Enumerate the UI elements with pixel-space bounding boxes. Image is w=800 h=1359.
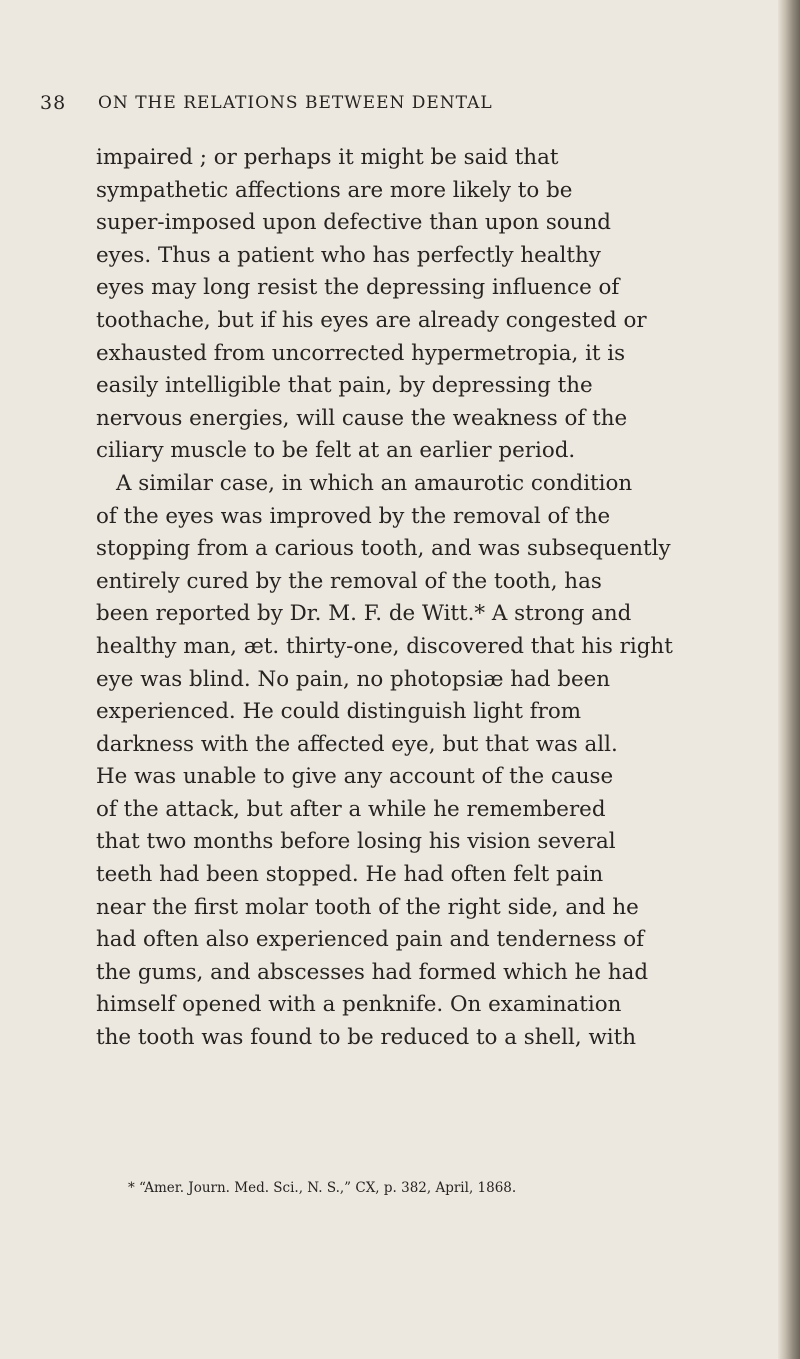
text-line: entirely cured by the removal of the tooth, has	[96, 568, 602, 594]
footnote: * “Amer. Journ. Med. Sci., N. S.,” CX, p. 382, April, 1868.	[128, 1180, 517, 1196]
body-text	[96, 142, 776, 1055]
page-edge-shadow	[778, 0, 800, 1359]
text-line: sympathetic affections are more likely to be	[96, 177, 573, 203]
text-line: impaired ; or perhaps it might be said that	[96, 145, 559, 170]
paragraph-start-line: A similar case, in which an amaurotic condition	[116, 470, 633, 496]
text-line: stopping from a carious tooth, and was subsequently	[96, 536, 671, 562]
text-line: the gums, and abscesses had formed which he had	[96, 959, 649, 985]
text-line: near the first molar tooth of the right side, and he	[96, 894, 639, 920]
page-header	[40, 92, 770, 122]
text-line: darkness with the affected eye, but that was all.	[96, 731, 618, 757]
text-line: exhausted from uncorrected hypermetropia, it is	[96, 340, 626, 366]
text-line: ciliary muscle to be felt at an earlier period.	[96, 438, 576, 464]
text-line: toothache, but if his eyes are already congested or	[96, 307, 647, 333]
text-line: healthy man, æt. thirty-one, discovered that his right	[96, 633, 673, 659]
text-line: of the attack, but after a while he remembered	[96, 796, 606, 822]
text-line: that two months before losing his vision several	[96, 829, 616, 855]
text-line: easily intelligible that pain, by depressing the	[96, 373, 593, 399]
text-line: eye was blind. No pain, no photopsiæ had been	[96, 666, 611, 692]
text-line: eyes. Thus a patient who has perfectly healthy	[96, 242, 601, 268]
text-line: nervous energies, will cause the weakness of the	[96, 405, 628, 431]
text-line: eyes may long resist the depressing influence of	[96, 275, 620, 301]
text-line: of the eyes was improved by the removal of the	[96, 503, 611, 529]
text-line: been reported by Dr. M. F. de Witt.* A strong and	[96, 601, 632, 627]
text-line: himself opened with a penknife. On examination	[96, 992, 622, 1018]
text-line: had often also experienced pain and tenderness of	[96, 927, 645, 953]
text-line: super-imposed upon defective than upon sound	[96, 210, 611, 236]
text-line: He was unable to give any account of the cause	[96, 764, 614, 790]
text-line: the tooth was found to be reduced to a shell, with	[96, 1025, 636, 1051]
text-line: teeth had been stopped. He had often felt pain	[96, 862, 604, 888]
page-number: 38	[40, 92, 67, 114]
text-line: experienced. He could distinguish light from	[96, 699, 582, 725]
running-head: ON THE RELATIONS BETWEEN DENTAL	[98, 93, 493, 113]
